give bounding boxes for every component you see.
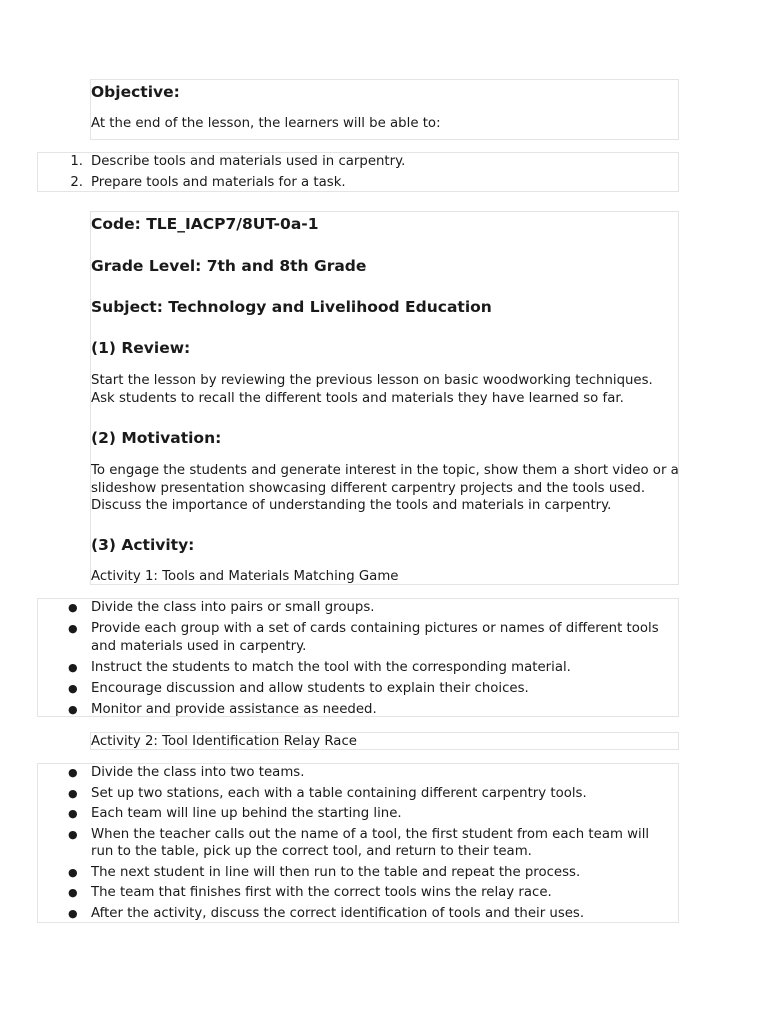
list-item: ● The next student in line will then run to the table and repeat the process. <box>68 864 581 880</box>
bullet-icon: ● <box>68 681 78 695</box>
list-item: ● Provide each group with a set of cards containing pictures or names of different tools and materials used in carpentry. <box>68 621 659 654</box>
activity2-list-box <box>37 763 679 923</box>
activity2-title-box <box>90 732 679 750</box>
objective-section <box>90 79 679 140</box>
objective-heading: Objective: <box>91 83 180 101</box>
objective-item: 2. Prepare tools and materials for a task. <box>91 174 671 192</box>
bullet-icon: ● <box>68 660 78 674</box>
review-text: Start the lesson by reviewing the previous lesson on basic woodworking techniques. Ask students to recall the different tools and materials they have learned so far. <box>91 373 653 406</box>
objective-item: 1. Describe tools and materials used in carpentry. <box>91 153 671 171</box>
lesson-details-section <box>90 211 679 585</box>
bullet-icon: ● <box>68 786 78 800</box>
bullet-icon: ● <box>68 807 78 820</box>
list-number: 1. <box>70 154 83 169</box>
motivation-heading: (2) Motivation: <box>91 429 222 447</box>
objective-intro: At the end of the lesson, the learners will be able to: <box>91 116 441 131</box>
list-item: ● After the activity, discuss the correct identification of tools and their uses. <box>68 905 585 921</box>
bullet-icon: ● <box>68 766 78 779</box>
activity1-list-box <box>37 598 679 717</box>
list-item: ● When the teacher calls out the name of a tool, the first student from each team will run to the table, pick up the correct tool, and return to their team. <box>68 826 650 859</box>
code-heading: Code: TLE_IACP7/8UT-0a-1 <box>91 215 319 233</box>
objective-list <box>70 153 671 191</box>
objective-list-box <box>37 152 679 192</box>
bullet-icon: ● <box>68 601 78 614</box>
grade-heading: Grade Level: 7th and 8th Grade <box>91 257 367 275</box>
bullet-icon: ● <box>68 702 78 716</box>
bullet-icon: ● <box>68 865 78 879</box>
motivation-text: To engage the students and generate interest in the topic, show them a short video or a slideshow presentation showcasing different carpentry projects and the tools used. Discuss the importance of understanding the tools and materials in carpentry. <box>91 463 679 513</box>
activity1-list <box>68 599 671 718</box>
list-item: ● Encourage discussion and allow students to explain their choices. <box>68 680 529 696</box>
activity2-list <box>68 764 671 922</box>
bullet-icon: ● <box>68 886 78 899</box>
list-item: ● Divide the class into two teams. <box>68 765 305 780</box>
review-heading: (1) Review: <box>91 339 191 357</box>
list-item: ● Each team will line up behind the starting line. <box>68 806 402 821</box>
list-item: ● Monitor and provide assistance as needed. <box>68 701 377 717</box>
activity2-title: Activity 2: Tool Identification Relay Race <box>91 734 357 749</box>
list-item: ● Set up two stations, each with a table containing different carpentry tools. <box>68 785 587 801</box>
list-item: ● Divide the class into pairs or small groups. <box>68 600 375 615</box>
bullet-icon: ● <box>68 906 78 920</box>
list-number: 2. <box>70 174 83 190</box>
activity1-title: Activity 1: Tools and Materials Matching Game <box>91 569 399 584</box>
activity-heading: (3) Activity: <box>91 536 195 554</box>
bullet-icon: ● <box>68 622 78 635</box>
subject-heading: Subject: Technology and Livelihood Education <box>91 298 492 316</box>
list-item: ● Instruct the students to match the tool with the corresponding material. <box>68 659 571 675</box>
bullet-icon: ● <box>68 827 78 841</box>
list-item: ● The team that finishes first with the correct tools wins the relay race. <box>68 885 552 900</box>
